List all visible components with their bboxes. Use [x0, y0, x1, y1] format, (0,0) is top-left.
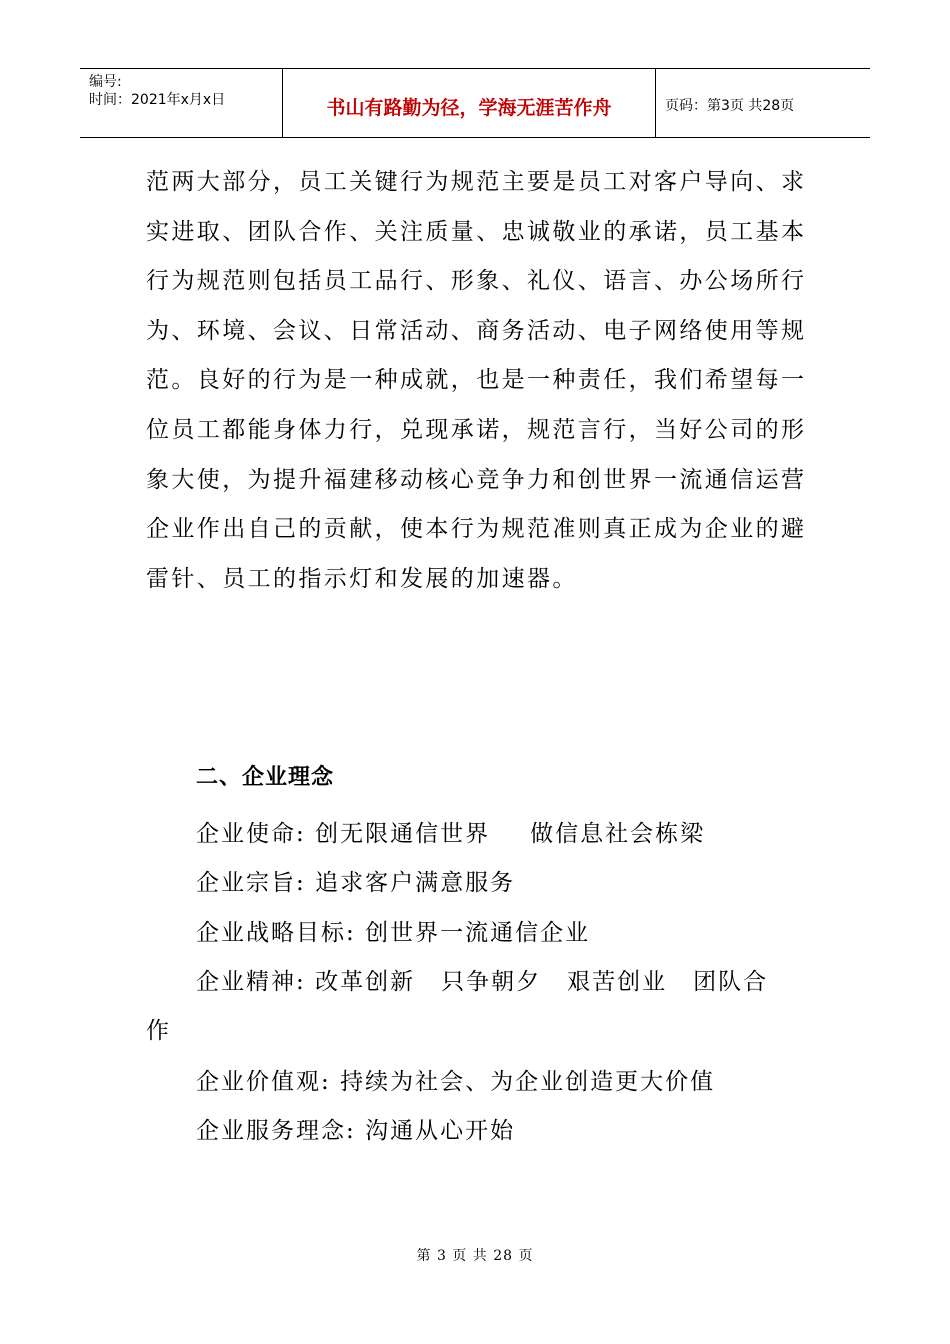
spirit-part-1: 改革创新	[315, 969, 416, 995]
document-time-label: 时间：2021年x月x日	[89, 92, 226, 108]
mission-part-1: 创无限通信世界	[315, 821, 491, 847]
header-motto-cell	[283, 69, 656, 137]
spirit-line	[196, 963, 768, 996]
purpose-line	[196, 864, 515, 897]
document-number-label: 编号:	[89, 74, 122, 90]
values-line	[196, 1063, 715, 1096]
mission-label: 企业使命:	[196, 821, 306, 847]
strategy-value: 创世界一流通信企业	[365, 920, 591, 946]
page-footer: 第 3 页 共 28 页	[416, 1248, 534, 1264]
header-page-cell	[656, 69, 870, 137]
spirit-part-2: 只争朝夕	[441, 969, 542, 995]
body-paragraph: 范两大部分，员工关键行为规范主要是员工对客户导向、求实进取、团队合作、关注质量、忠诚敬业的承诺，员工基本行为规范则包括员工品行、形象、礼仪、语言、办公场所行为、环境、会议、日常活动、商务活动、电子网络使用等规范。良好的行为是一种成就，也是一种责任，我们希望每一位员工都能身体力行，兑现承诺，规范言行，当好公司的形象大使，为提升福建移动核心竞争力和创世界一流通信运营企业作出自己的贡献，使本行为规范准则真正成为企业的避雷针、员工的指示灯和发展的加速器。	[146, 169, 807, 592]
strategy-line	[196, 914, 590, 947]
values-label: 企业价值观:	[196, 1069, 331, 1095]
header-page-info: 页码：第3页 共28页	[665, 98, 795, 114]
strategy-label: 企业战略目标:	[196, 920, 356, 946]
service-line	[196, 1112, 515, 1145]
purpose-label: 企业宗旨:	[196, 870, 306, 896]
page-header-table	[80, 68, 870, 138]
mission-part-2: 做信息社会栋梁	[530, 821, 706, 847]
body-paragraph-block	[146, 158, 808, 604]
header-motto: 书山有路勤为径，学海无涯苦作舟	[326, 97, 612, 119]
service-value: 沟通从心开始	[365, 1118, 516, 1144]
service-label: 企业服务理念:	[196, 1118, 356, 1144]
spirit-part-4: 团队合	[693, 969, 769, 995]
spirit-part-3: 艰苦创业	[567, 969, 668, 995]
header-meta-cell	[80, 69, 283, 137]
spirit-line-wrap	[146, 1012, 171, 1045]
purpose-value: 追求客户满意服务	[315, 870, 516, 896]
values-value: 持续为社会、为企业创造更大价值	[340, 1069, 716, 1095]
mission-line	[196, 815, 705, 848]
section-title: 二、企业理念	[196, 765, 335, 790]
spirit-label: 企业精神:	[196, 969, 306, 995]
spirit-part-4-continued: 作	[146, 1018, 171, 1044]
